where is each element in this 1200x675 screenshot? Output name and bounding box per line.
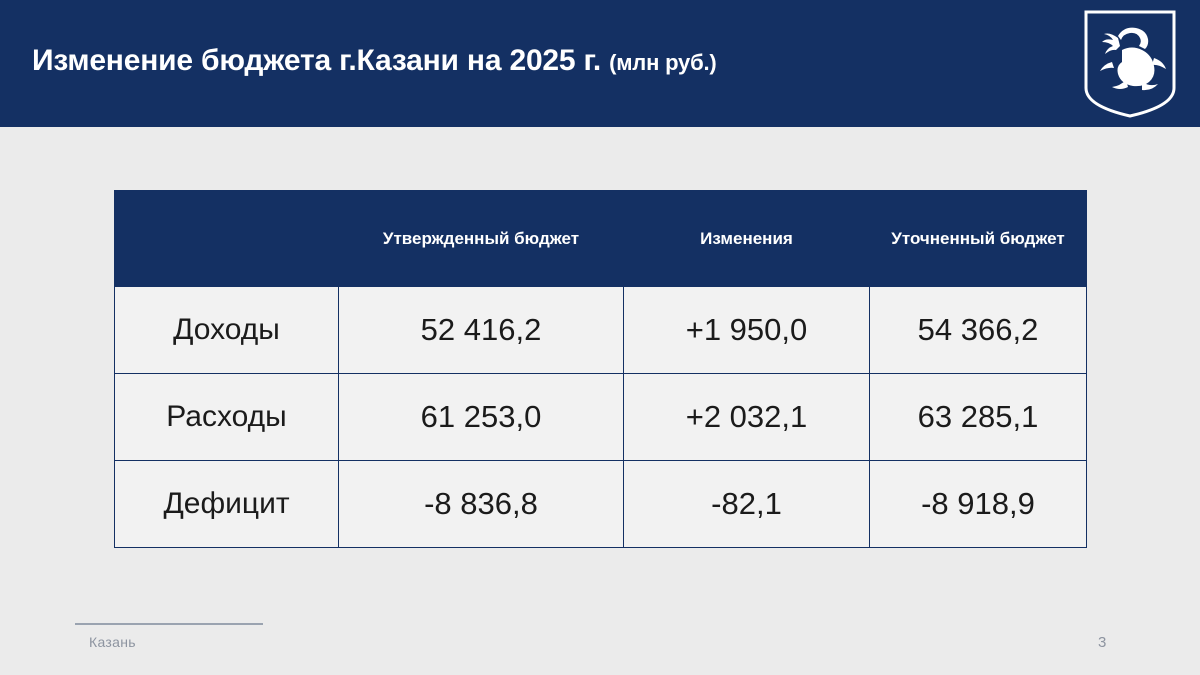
- cell-income-adjusted: 54 366,2: [870, 287, 1087, 374]
- cell-deficit-adjusted: -8 918,9: [870, 461, 1087, 548]
- table-row: [115, 461, 1087, 548]
- column-header-changes: Изменения: [624, 191, 870, 287]
- page-title-main: Изменение бюджета г.Казани на 2025 г.: [32, 44, 601, 77]
- cell-deficit-approved: -8 836,8: [339, 461, 624, 548]
- column-header-approved: Утвержденный бюджет: [339, 191, 624, 287]
- slide-header: [0, 0, 1200, 127]
- table-corner-cell: [115, 191, 339, 287]
- row-label-expenses: Расходы: [115, 374, 339, 461]
- cell-income-approved: 52 416,2: [339, 287, 624, 374]
- table-header-row: [115, 191, 1087, 287]
- cell-income-changes: +1 950,0: [624, 287, 870, 374]
- footer-divider: [75, 623, 263, 625]
- budget-table-container: [114, 190, 1086, 548]
- cell-deficit-changes: -82,1: [624, 461, 870, 548]
- cell-expenses-changes: +2 032,1: [624, 374, 870, 461]
- row-label-deficit: Дефицит: [115, 461, 339, 548]
- table-row: [115, 374, 1087, 461]
- footer-label: Казань: [89, 634, 136, 650]
- cell-expenses-adjusted: 63 285,1: [870, 374, 1087, 461]
- page-title: [32, 44, 717, 78]
- cell-expenses-approved: 61 253,0: [339, 374, 624, 461]
- page-number: 3: [1098, 634, 1107, 651]
- budget-table: [114, 190, 1087, 548]
- kazan-coat-of-arms-icon: [1082, 8, 1178, 120]
- row-label-income: Доходы: [115, 287, 339, 374]
- column-header-adjusted: Уточненный бюджет: [870, 191, 1087, 287]
- page-title-unit: (млн руб.): [609, 50, 717, 75]
- table-row: [115, 287, 1087, 374]
